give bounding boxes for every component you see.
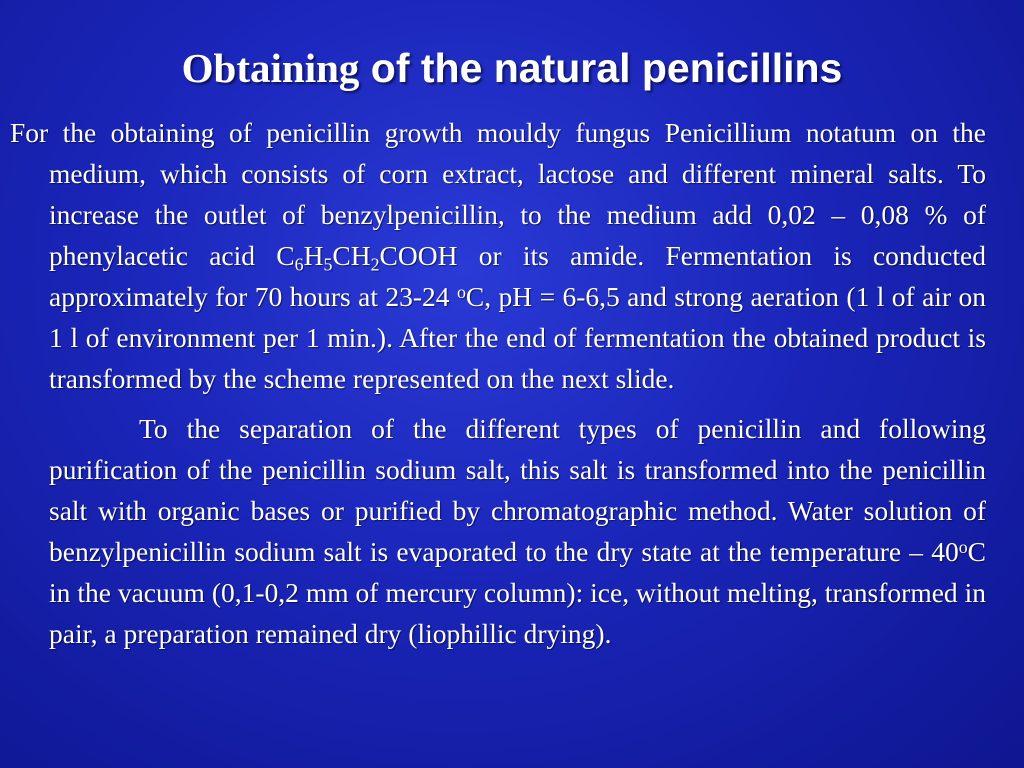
p1-text-c: CH [332,240,371,271]
paragraph-purification [49,408,986,654]
title-part-1: Obtaining [181,45,360,91]
p1-text-d: COOH or its amide. Fermentation is conducted approximately for 70 hours at 23-24 [49,240,986,312]
p1-sub-3: 2 [370,254,380,275]
p2-text-b: C in the vacuum (0,1-0,2 mm of mercury column): ice, without melting, transformed in pair, a preparation remained dry (liophillic drying). [49,536,986,649]
p1-text-a: For the obtaining of penicillin growth mouldy fungus Penicillium notatum on the medium, which consists of corn extract, lactose and different mineral salts. To increase the outlet of benzylpenicillin, to the medium add 0,02 – 0,08 % of phenylacetic acid C [10,117,986,271]
p1-text-b: H [303,240,324,271]
slide-title [0,44,1024,93]
title-part-2: of the natural penicillins [359,45,843,91]
p2-text-a: To the separation of the different types of penicillin and following purification of the penicillin sodium salt, this salt is transformed into the penicillin salt with organic bases or purified by chromatographic method. Water solution of benzylpenicillin sodium salt is evaporated to the dry state at the temperature – 40 [49,413,986,567]
paragraph-fermentation [10,112,986,399]
p2-sup-1: o [958,536,968,557]
p1-sub-2: 5 [323,254,333,275]
slide-body [10,112,986,654]
p1-sub-1: 6 [294,254,304,275]
p1-text-e: C, pH = 6-6,5 and strong aeration (1 l of air on 1 l of environment per 1 min.). After the end of fermentation the obtained product is transformed by the scheme represented on the next slide. [49,281,987,394]
p1-sup-1: o [456,281,466,302]
